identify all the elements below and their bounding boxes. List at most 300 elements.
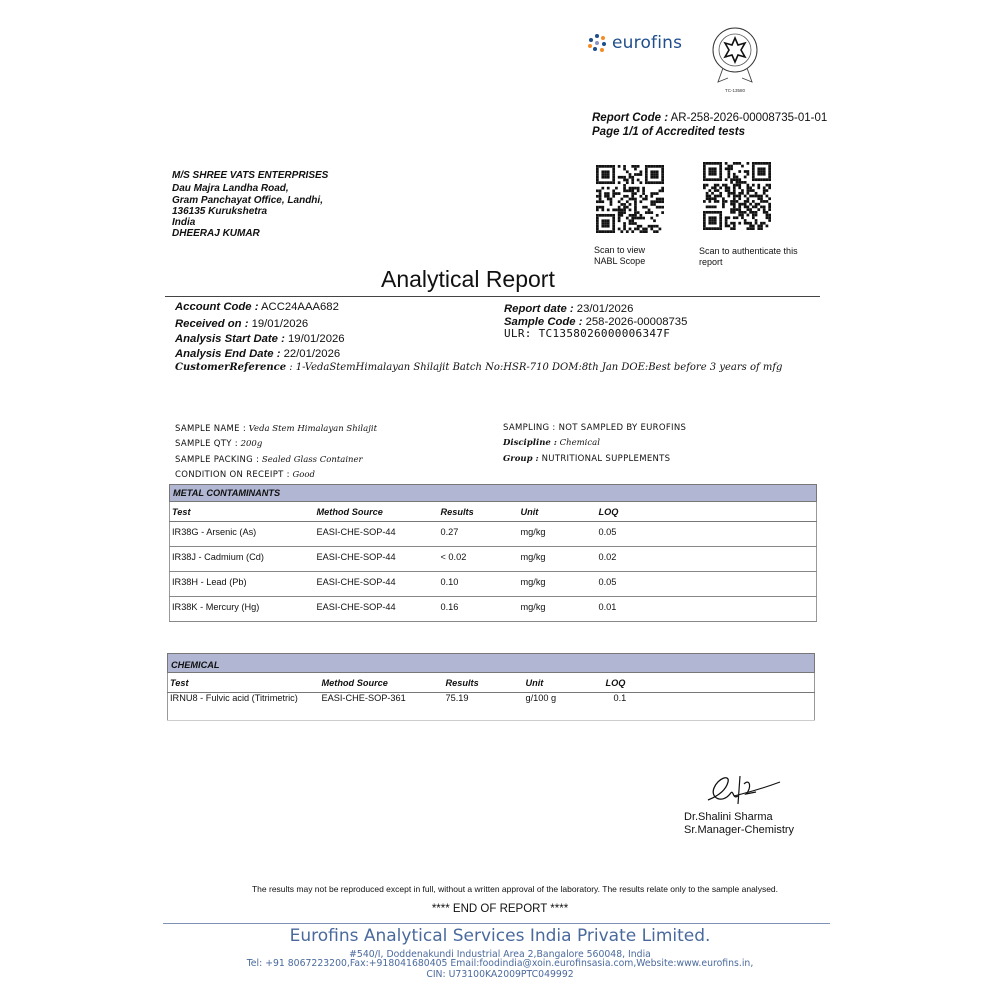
qr-module [763,200,766,203]
qr-module [757,167,760,170]
qr-module [629,173,632,176]
qr-module [637,187,640,190]
qr-module [599,230,602,233]
qr-module [656,173,659,176]
qr-module [736,181,739,184]
qr-module [757,197,760,200]
qr-module [766,195,769,198]
qr-module [708,170,711,173]
qr-module [610,230,613,233]
qr-module [719,219,722,222]
qr-module [629,203,632,206]
section-header: CHEMICAL [168,654,815,673]
qr-module [719,176,722,179]
qr-module [637,173,640,176]
qr-module [640,225,643,228]
column-header: Method Source [320,673,444,693]
qr-module [738,203,741,206]
qr-module [722,197,725,200]
qr-module [766,200,769,203]
qr-module [719,170,722,173]
qr-module [763,211,766,214]
qr-module [719,167,722,170]
sample-label: CONDITION ON RECEIPT : [175,469,290,480]
qr-module [631,222,634,225]
qr-module [645,170,648,173]
qr-module [706,184,709,187]
received-on [175,317,345,332]
qr-module [768,203,771,206]
qr-module [727,225,730,228]
condition-on-receipt [175,468,377,483]
qr-module [607,214,610,217]
result-cell: 0.16 [439,597,519,622]
qr-module [738,184,741,187]
qr-module [596,230,599,233]
qr-module [642,230,645,233]
qr-module [634,203,637,206]
disclaimer-text: The results may not be reproduced except in full, without a written approval of the laboratory. The results relate only to the sample analysed. [251,884,779,894]
qr-module [599,206,602,209]
qr-module [768,216,771,219]
qr-module [615,192,618,195]
qr-module [714,170,717,173]
qr-module [703,200,706,203]
qr-module [626,206,629,209]
qr-module [747,170,750,173]
test-cell: IR38J - Cadmium (Cd) [170,547,315,572]
qr-module [601,225,604,228]
qr-module [618,211,621,214]
qr-module [653,176,656,179]
qr-module [661,200,664,203]
qr-module [733,162,736,165]
page-info: Page 1/1 of Accredited tests [592,126,745,138]
qr-module [741,203,744,206]
qr-module [755,219,758,222]
table-row [170,597,817,622]
qr-module [640,173,643,176]
qr-module [747,208,750,211]
qr-caption-line: NABL Scope [594,255,646,266]
qr-module [711,186,714,189]
qr-module [722,203,725,206]
qr-module [642,198,645,201]
authenticate-report-qr-code[interactable] [703,162,771,230]
qr-module [766,211,769,214]
sample-value: Good [289,469,315,480]
qr-module [623,222,626,225]
qr-module [766,184,769,187]
qr-module [755,222,758,225]
qr-module [760,225,763,228]
qr-module [656,176,659,179]
qr-module [711,192,714,195]
qr-module [752,170,755,173]
qr-module [661,206,664,209]
column-header: Method Source [315,502,439,522]
qr-module [708,195,711,198]
qr-module [601,222,604,225]
sample-label: SAMPLING : [503,423,556,433]
qr-module [607,187,610,190]
client-address-block [172,170,328,240]
qr-module [645,173,648,176]
qr-module [596,165,599,168]
qr-module [642,217,645,220]
qr-module [596,225,599,228]
sampling [503,421,686,436]
qr-module [733,222,736,225]
qr-module [733,173,736,176]
qr-module [768,197,771,200]
qr-module [727,165,730,168]
qr-module [596,200,599,203]
qr-module [738,162,741,165]
qr-module [719,165,722,168]
qr-module [607,195,610,198]
qr-module [763,222,766,225]
qr-module [741,165,744,168]
qr-module [703,173,706,176]
qr-module [714,227,717,230]
loq-cell: 0.01 [597,597,817,622]
qr-module [711,216,714,219]
qr-module [629,189,632,192]
meta-label: Account Code : [175,301,259,313]
qr-module [648,225,651,228]
qr-module [760,222,763,225]
qr-module [719,195,722,198]
qr-module [612,168,615,171]
qr-module [760,227,763,230]
qr-module [653,200,656,203]
qr-module [618,192,621,195]
qr-module [760,170,763,173]
qr-module [650,195,653,198]
qr-module [631,217,634,220]
ulr-number [504,328,687,341]
qr-module [730,192,733,195]
qr-module [730,178,733,181]
qr-module [623,225,626,228]
qr-module [604,195,607,198]
qr-module [733,197,736,200]
qr-module [703,184,706,187]
qr-module [747,173,750,176]
qr-module [717,211,720,214]
qr-module [733,176,736,179]
qr-module [615,209,618,212]
qr-module [631,181,634,184]
qr-module [738,178,741,181]
qr-module [661,173,664,176]
qr-module [607,192,610,195]
qr-module [708,206,711,209]
eurofins-wordmark: eurofins [612,33,683,53]
qr-caption-nabl [594,245,684,266]
qr-module [733,206,736,209]
qr-module [711,227,714,230]
qr-module [703,167,706,170]
qr-module [634,228,637,231]
sample-value: NOT SAMPLED BY EUROFINS [555,423,687,433]
qr-module [747,189,750,192]
qr-module [749,208,752,211]
qr-module [637,211,640,214]
qr-module [634,187,637,190]
qr-module [752,178,755,181]
meta-value: 19/01/2026 [248,318,309,330]
qr-module [744,219,747,222]
qr-module [760,162,763,165]
qr-module [714,222,717,225]
qr-module [733,189,736,192]
qr-module [623,168,626,171]
qr-module [659,200,662,203]
qr-module [659,198,662,201]
qr-module [733,216,736,219]
qr-module [620,209,623,212]
qr-module [642,192,645,195]
qr-module [725,167,728,170]
test-cell: IRNU8 - Fulvic acid (Titrimetric) [168,693,320,721]
result-cell: < 0.02 [439,547,519,572]
qr-module [768,173,771,176]
qr-module [703,222,706,225]
qr-module [757,178,760,181]
qr-module [623,179,626,182]
qr-module [719,192,722,195]
qr-module [601,214,604,217]
qr-module [714,200,717,203]
qr-module [661,168,664,171]
column-header: Unit [519,502,597,522]
qr-module [738,222,741,225]
qr-module [749,189,752,192]
qr-module [755,214,758,217]
qr-module [725,216,728,219]
qr-module [711,170,714,173]
qr-module [766,225,769,228]
qr-module [738,181,741,184]
nabl-scope-qr-code[interactable] [596,165,664,233]
client-contact: DHEERAJ KUMAR [172,228,260,240]
qr-module [752,200,755,203]
qr-module [763,208,766,211]
analysis-start-date [175,332,345,347]
qr-module [653,203,656,206]
column-header: Results [439,502,519,522]
table-row [170,547,817,572]
qr-module [601,206,604,209]
qr-module [763,192,766,195]
qr-module [659,189,662,192]
qr-module [747,192,750,195]
qr-module [752,162,755,165]
qr-module [711,222,714,225]
sample-info-left [175,422,377,483]
qr-module [596,228,599,231]
qr-module [733,184,736,187]
qr-module [744,176,747,179]
qr-module [730,167,733,170]
qr-module [612,209,615,212]
qr-module [730,208,733,211]
qr-module [717,162,720,165]
qr-module [757,170,760,173]
qr-module [768,206,771,209]
unit-cell: mg/kg [519,597,597,622]
method-cell: EASI-CHE-SOP-44 [315,522,439,547]
qr-module [717,195,720,198]
qr-module [768,170,771,173]
qr-module [631,230,634,233]
qr-module [725,219,728,222]
qr-module [623,189,626,192]
qr-module [722,206,725,209]
qr-module [596,179,599,182]
unit-cell: mg/kg [519,522,597,547]
qr-module [618,209,621,212]
signatory-title: Sr.Manager-Chemistry [684,824,795,836]
qr-module [601,230,604,233]
qr-module [719,214,722,217]
meta-label: Analysis Start Date : [175,333,285,345]
qr-module [640,214,643,217]
qr-module [634,200,637,203]
qr-module [757,184,760,187]
qr-module [601,170,604,173]
qr-module [763,173,766,176]
client-name: M/S SHREE VATS ENTERPRISES [172,170,329,181]
qr-module [642,206,645,209]
qr-module [645,211,648,214]
qr-module [612,176,615,179]
sample-value: Chemical [556,438,600,449]
qr-module [719,222,722,225]
qr-module [757,173,760,176]
qr-module [612,214,615,217]
qr-module [738,186,741,189]
column-header: Results [444,673,524,693]
qr-module [618,206,621,209]
qr-module [618,228,621,231]
qr-module [708,167,711,170]
qr-module [637,165,640,168]
qr-module [656,214,659,217]
qr-module [637,228,640,231]
qr-module [604,181,607,184]
qr-module [727,170,730,173]
qr-module [741,211,744,214]
qr-module [620,198,623,201]
sample-info-right [503,421,686,467]
qr-module [703,211,706,214]
qr-module [642,187,645,190]
signatory-name: Dr.Shalini Sharma [684,811,773,823]
sample-packing [175,453,377,468]
qr-module [733,192,736,195]
qr-module [719,186,722,189]
qr-module [607,209,610,212]
qr-module [618,176,621,179]
report-code-label: Report Code : [592,112,669,124]
qr-module [634,209,637,212]
qr-module [736,184,739,187]
qr-module [640,230,643,233]
qr-module [733,195,736,198]
qr-module [760,200,763,203]
qr-module [722,200,725,203]
qr-module [706,211,709,214]
qr-module [725,162,728,165]
method-cell: EASI-CHE-SOP-44 [315,597,439,622]
qr-module [760,195,763,198]
qr-module [601,173,604,176]
qr-module [596,170,599,173]
result-cell: 75.19 [444,693,524,721]
qr-module [752,214,755,217]
qr-module [725,189,728,192]
qr-module [714,219,717,222]
qr-module [711,173,714,176]
qr-module [741,189,744,192]
qr-module [659,206,662,209]
qr-module [725,184,728,187]
qr-module [766,178,769,181]
column-header: Test [170,502,315,522]
test-cell: IR38H - Lead (Pb) [170,572,315,597]
qr-module [747,227,750,230]
qr-module [631,189,634,192]
qr-module [717,227,720,230]
column-header: Unit [524,673,604,693]
sample-qty [175,437,377,452]
qr-module [708,162,711,165]
client-address-line: Dau Majra Landha Road, [172,183,289,195]
qr-module [708,200,711,203]
qr-module [744,200,747,203]
qr-caption-line: Scan to authenticate this [699,246,798,256]
qr-module [757,203,760,206]
qr-module [703,186,706,189]
qr-module [612,225,615,228]
qr-module [730,203,733,206]
qr-module [703,214,706,217]
qr-module [752,206,755,209]
qr-module [634,222,637,225]
qr-module [711,167,714,170]
qr-module [610,203,613,206]
customer-reference-value: : 1-VedaStemHimalayan Shilajit Batch No:HSR-710 DOM:8th Jan DOE:Best before 3 years of mfg [289,362,783,373]
qr-module [629,214,632,217]
unit-cell: mg/kg [519,572,597,597]
qr-module [607,230,610,233]
qr-module [661,189,664,192]
qr-module [703,219,706,222]
signatory-block [684,811,794,837]
qr-module [620,230,623,233]
qr-module [645,206,648,209]
qr-module [596,222,599,225]
qr-module [711,219,714,222]
eurofins-logo [588,33,682,53]
qr-module [650,173,653,176]
qr-module [703,170,706,173]
qr-module [719,225,722,228]
qr-module [604,165,607,168]
